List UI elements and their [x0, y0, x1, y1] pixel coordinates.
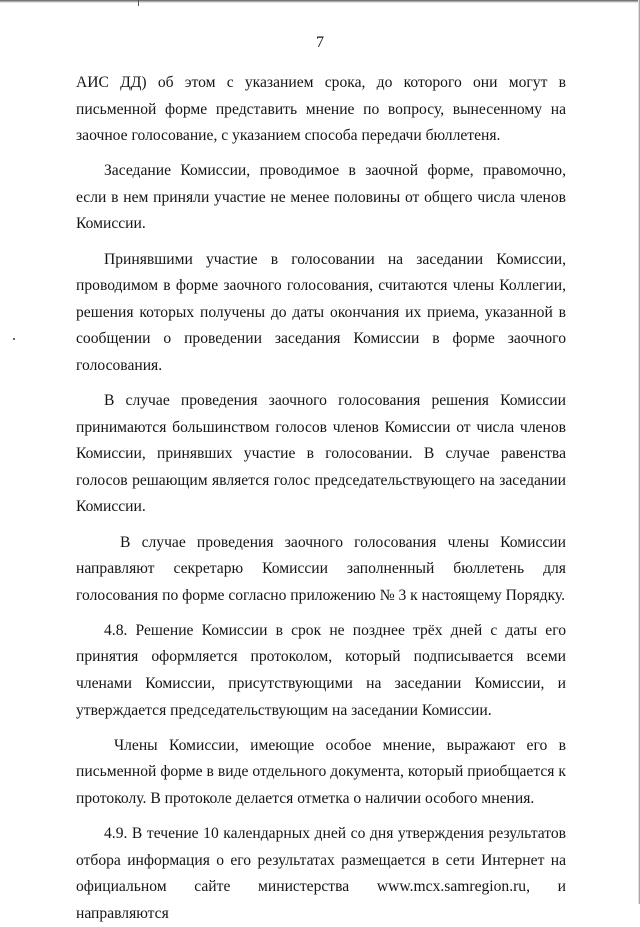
paragraph-majority-vote: В случае проведения заочного голосования решения Комиссии принимаются большинством голосов членов Комиссии от числа членов Комиссии, принявших участие в голосовании. В случае равенства голосов решающим является голос председательствующего на заседании Комиссии. [76, 392, 566, 516]
scan-top-edge [0, 0, 640, 3]
paragraph-special-opinion: Члены Комиссии, имеющие особое мнение, выражают его в письменной форме в виде отдельного документа, который приобщается к протоколу. В протоколе делается отметка о наличии особого мнения. [76, 736, 566, 807]
paragraph-continuation: АИС ДД) об этом с указанием срока, до которого они могут в письменной форме представить мнение по вопросу, вынесенному на заочное голосование, с указанием способа передачи бюллетеня. [76, 74, 566, 145]
paragraph-ballot: В случае проведения заочного голосования члены Комиссии направляют секретарю Комиссии заполненный бюллетень для голосования по форме согласно приложению № 3 к настоящему Порядку. [76, 533, 566, 604]
paragraph-4-9-publication: 4.9. В течение 10 календарных дней со дня утверждения результатов отбора информация о его результатах размещается в сети Интернет на официальном сайте министерства www.mcx.samregion.ru, и направляются [76, 824, 566, 922]
scan-speck [13, 338, 15, 340]
paragraph-4-8-protocol: 4.8. Решение Комиссии в срок не позднее трёх дней с даты его принятия оформляется протоколом, который подписывается всеми членами Комиссии, присутствующими на заседании Комиссии, и утверждается председательствующим на заседании Комиссии. [76, 621, 566, 719]
page-number: 7 [316, 34, 324, 51]
scan-mark [138, 0, 139, 6]
paragraph-quorum: Заседание Комиссии, проводимое в заочной форме, правомочно, если в нем приняли участие не менее половины от общего числа членов Комиссии. [76, 162, 566, 233]
paragraph-participants: Принявшими участие в голосовании на заседании Комиссии, проводимом в форме заочного голосования, считаются члены Коллегии, решения которых получены до даты окончания их приема, указанной в сообщении о проведении заседания Комиссии в форме заочного голосования. [76, 250, 566, 374]
document-body [76, 70, 566, 927]
